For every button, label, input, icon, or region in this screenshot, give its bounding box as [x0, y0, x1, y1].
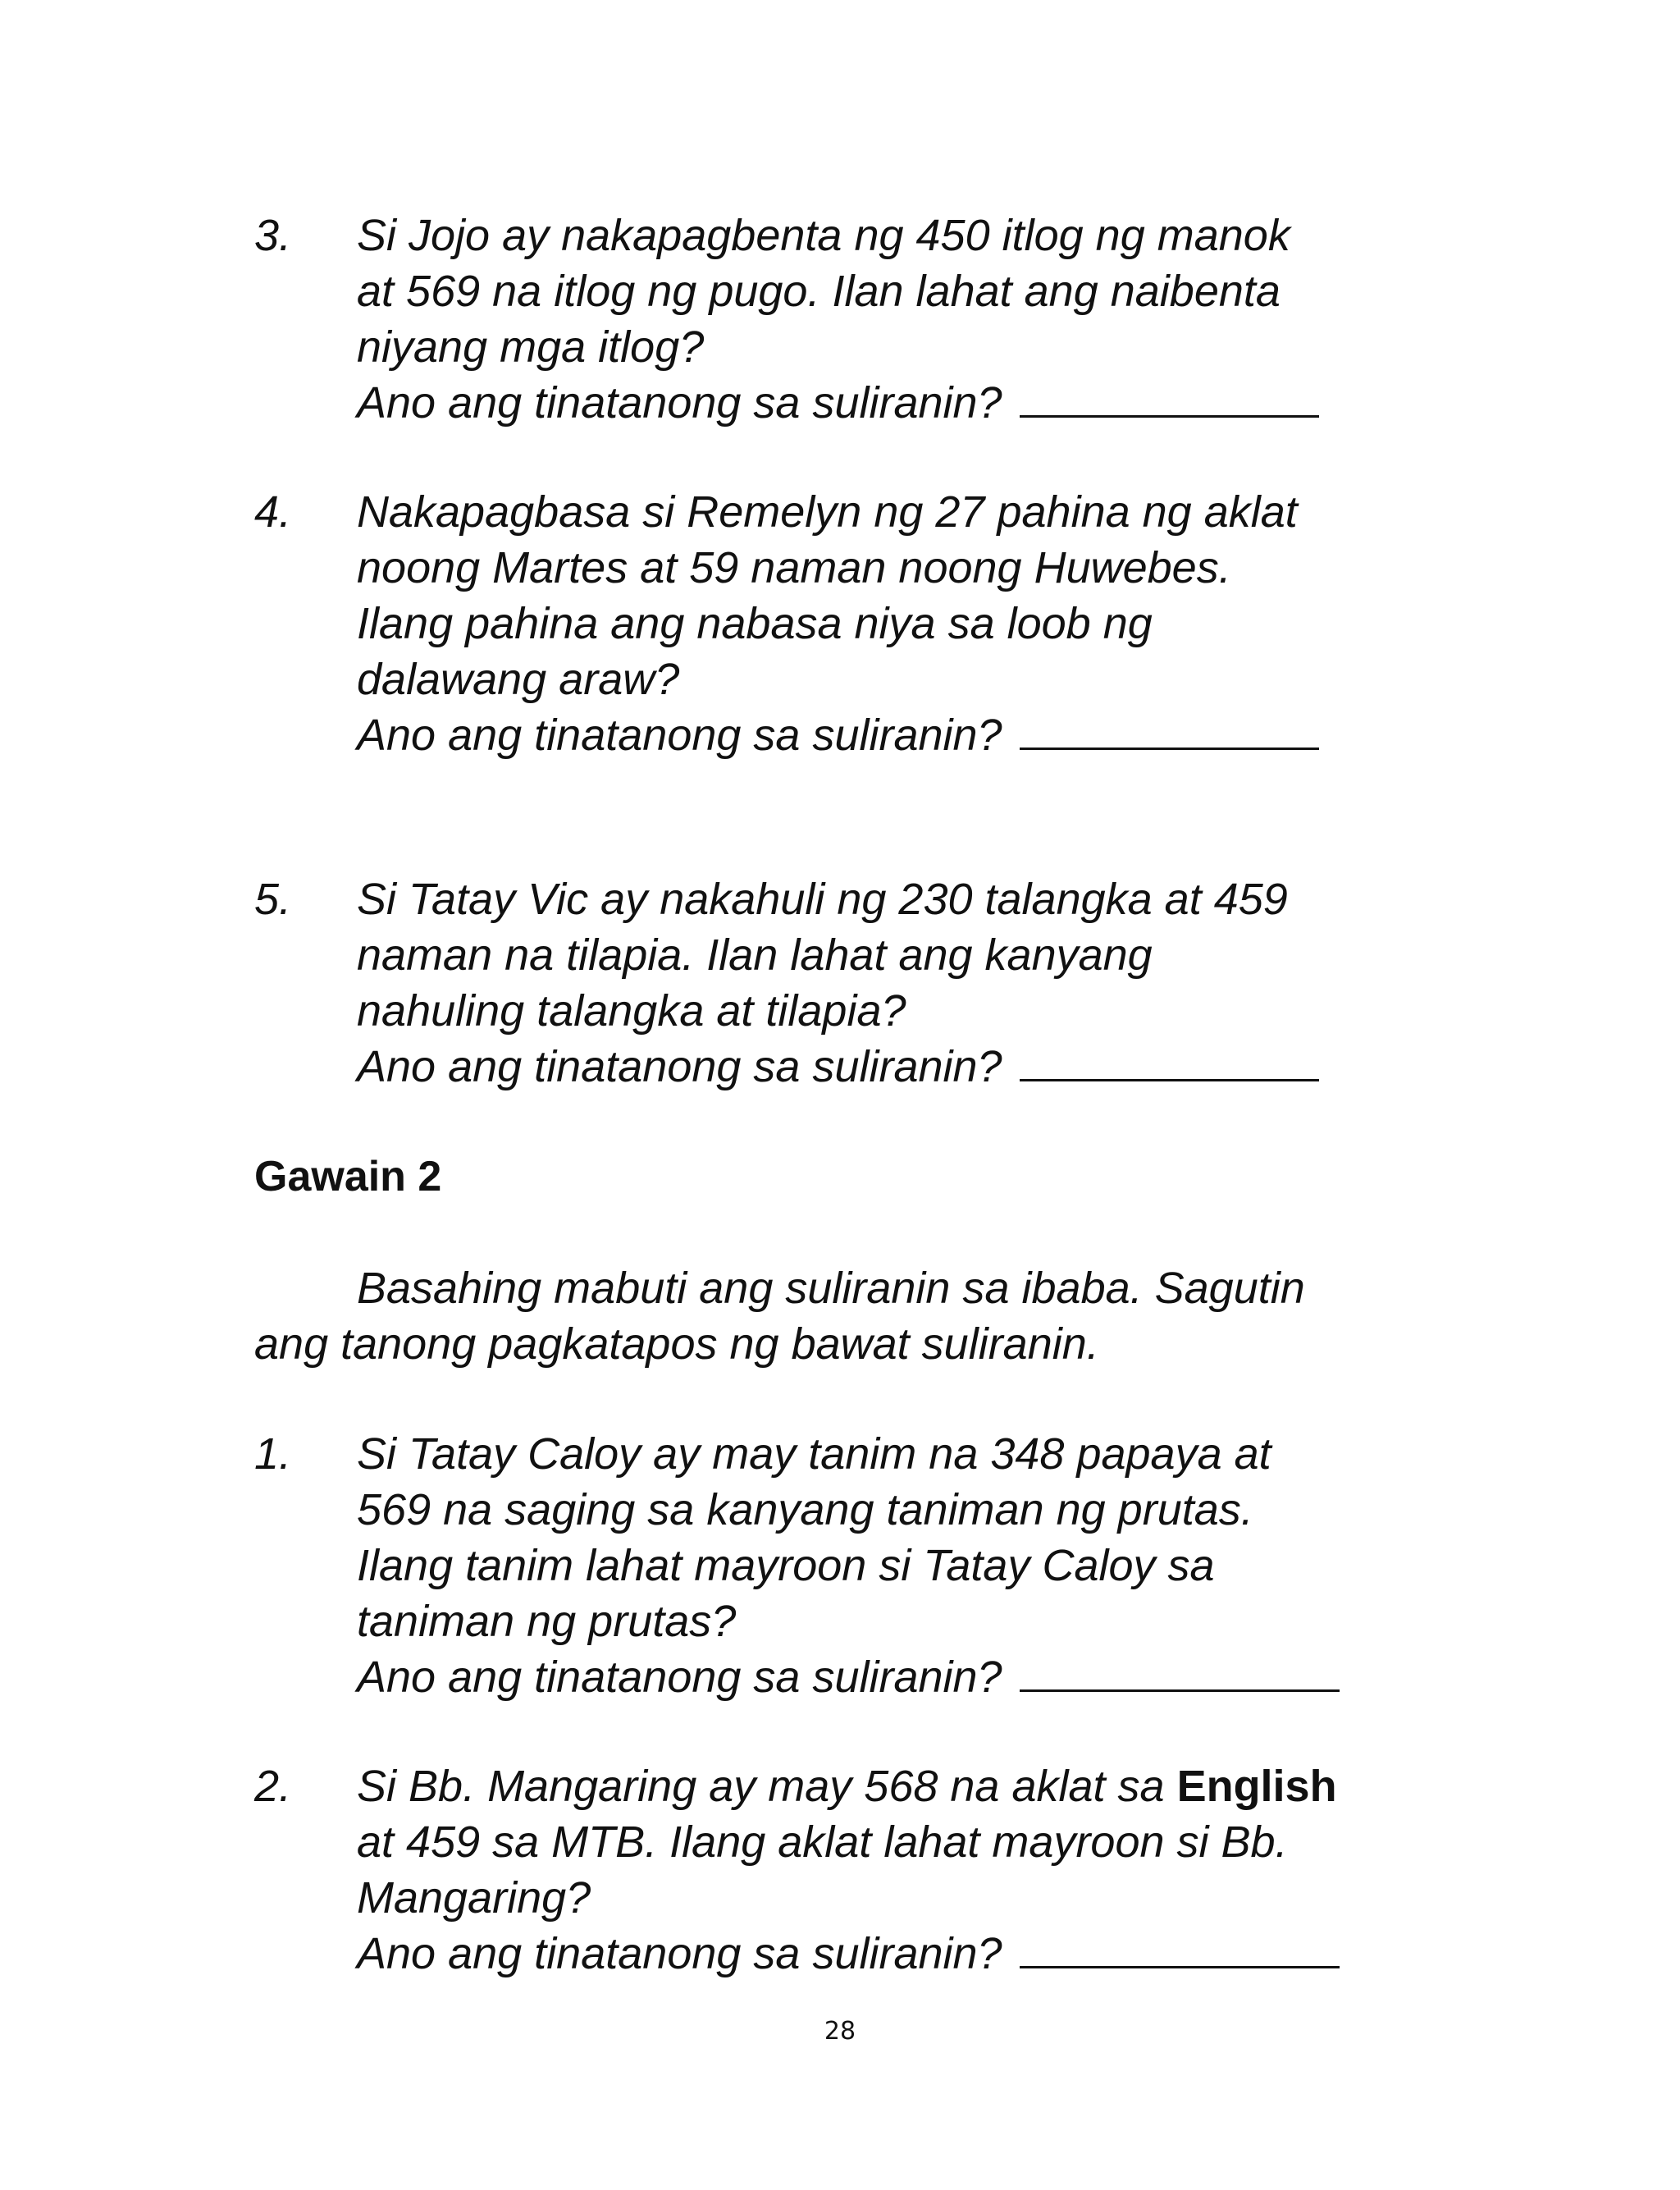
- problem-line: Nakapagbasa si Remelyn ng 27 pahina ng aklat: [357, 487, 1298, 537]
- problem-line: Ilang tanim lahat mayroon si Tatay Caloy sa: [357, 1541, 1215, 1590]
- problem-line: 569 na saging sa kanyang taniman ng prutas.: [357, 1485, 1253, 1534]
- problem-text: [357, 1426, 1440, 1705]
- problem-line-text: Si Bb. Mangaring ay may 568 na aklat sa: [357, 1762, 1177, 1811]
- question-text: Ano ang tinatanong sa suliranin?: [357, 378, 1002, 427]
- answer-blank[interactable]: [1020, 1041, 1319, 1081]
- problem-line: [357, 1758, 1440, 1814]
- problem-text: [357, 1758, 1440, 1982]
- question-text: Ano ang tinatanong sa suliranin?: [357, 711, 1002, 760]
- problem-line: at 569 na itlog ng pugo. Ilan lahat ang naibenta: [357, 267, 1281, 316]
- question-text: Ano ang tinatanong sa suliranin?: [357, 1653, 1002, 1702]
- item-number: 5.: [254, 875, 292, 924]
- problem-text: [357, 871, 1440, 1095]
- item-number: 3.: [254, 211, 292, 260]
- page-number: 28: [824, 2017, 856, 2046]
- answer-blank[interactable]: [1020, 377, 1319, 418]
- instructions-line: ang tanong pagkatapos ng bawat suliranin.: [254, 1319, 1099, 1369]
- problem-text: [357, 208, 1440, 431]
- problem-line: Si Jojo ay nakapagbenta ng 450 itlog ng manok: [357, 211, 1290, 260]
- item-number: 1.: [254, 1429, 292, 1479]
- problem-line: at 459 sa MTB. Ilang aklat lahat mayroon si Bb.: [357, 1817, 1288, 1867]
- problem-line: Mangaring?: [357, 1873, 591, 1923]
- instructions-line: Basahing mabuti ang suliranin sa ibaba. Sagutin: [357, 1264, 1305, 1313]
- problem-line: Si Tatay Caloy ay may tanim na 348 papaya at: [357, 1429, 1271, 1479]
- instructions: [254, 1260, 1436, 1372]
- item-number: 4.: [254, 487, 292, 537]
- question-line: [357, 375, 1440, 431]
- problem-text: [357, 484, 1440, 763]
- question-text: Ano ang tinatanong sa suliranin?: [357, 1929, 1002, 1978]
- question-line: [357, 1649, 1440, 1705]
- problem-line: niyang mga itlog?: [357, 322, 705, 372]
- section-heading: Gawain 2: [254, 1153, 442, 1200]
- question-line: [357, 1039, 1440, 1095]
- problem-line: noong Martes at 59 naman noong Huwebes.: [357, 543, 1231, 592]
- problem-line: nahuling talangka at tilapia?: [357, 986, 906, 1036]
- answer-blank[interactable]: [1020, 1652, 1340, 1692]
- problem-line: taniman ng prutas?: [357, 1597, 737, 1646]
- bold-word: English: [1176, 1762, 1337, 1811]
- answer-blank[interactable]: [1020, 710, 1319, 750]
- problem-line: dalawang araw?: [357, 655, 680, 704]
- problem-line: Si Tatay Vic ay nakahuli ng 230 talangka at 459: [357, 875, 1288, 924]
- problem-line: naman na tilapia. Ilan lahat ang kanyang: [357, 930, 1153, 980]
- question-line: [357, 707, 1440, 763]
- question-line: [357, 1926, 1440, 1982]
- item-number: 2.: [254, 1762, 292, 1811]
- question-text: Ano ang tinatanong sa suliranin?: [357, 1042, 1002, 1091]
- problem-line: Ilang pahina ang nabasa niya sa loob ng: [357, 599, 1153, 648]
- answer-blank[interactable]: [1020, 1928, 1340, 1968]
